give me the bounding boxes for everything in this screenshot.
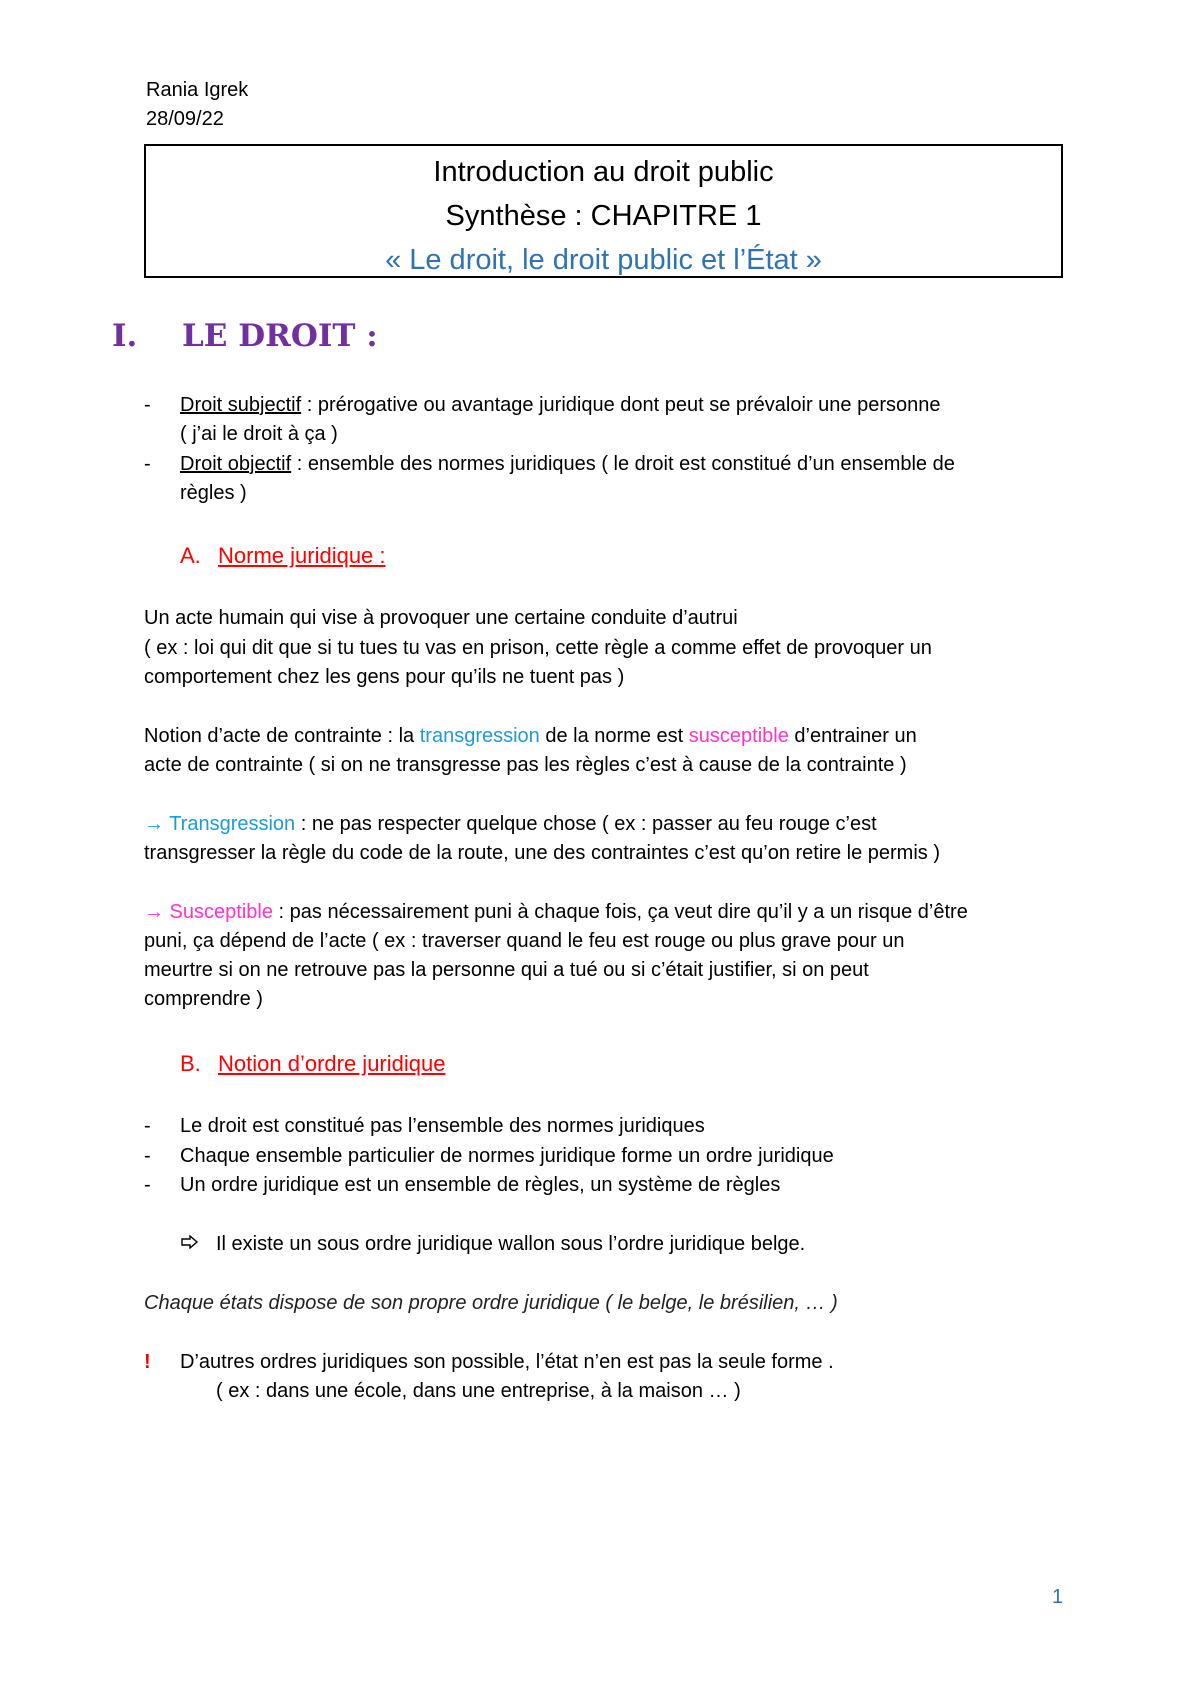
subsection-letter: A. (180, 543, 201, 568)
section-heading-le-droit (112, 318, 378, 354)
norme-line-3: comportement chez les gens pour qu’ils ne tuent pas ) (144, 666, 625, 688)
ordre-arrow-text: Il existe un sous ordre juridique wallon sous l’ordre juridique belge. (216, 1233, 806, 1255)
subsection-label: Notion d’ordre juridique (218, 1051, 446, 1076)
definition-objectif-text: : ensemble des normes juridiques ( le droit est constitué d’un ensemble de (291, 453, 955, 475)
bullet-dash: - (144, 1115, 151, 1137)
page-number: 1 (1052, 1586, 1064, 1608)
hollow-arrow-icon (181, 1233, 199, 1254)
susceptible-line-2: puni, ça dépend de l’acte ( ex : traverser quand le feu est rouge ou plus grave pour un (144, 930, 905, 952)
norme-line-1: Un acte humain qui vise à provoquer une certaine conduite d’autrui (144, 607, 738, 629)
keyword-transgression: transgression (419, 725, 540, 747)
susceptible-arrow-label: → Susceptible (144, 901, 273, 923)
title-box (144, 144, 1063, 278)
transgression-line-1 (144, 810, 877, 839)
transgression-text: : ne pas respecter quelque chose ( ex : passer au feu rouge c’est (295, 813, 877, 835)
definition-objectif (180, 450, 955, 479)
bullet-dash: - (144, 1174, 151, 1196)
norme-line-2: ( ex : loi qui dit que si tu tues tu vas en prison, cette règle a comme effet de provoquer un (144, 637, 932, 659)
transgression-line-2: transgresser la règle du code de la route, une des contraintes c’est qu’on retire le permis ) (144, 842, 940, 864)
definition-objectif-cont: règles ) (180, 482, 247, 504)
contrainte-text: Notion d’acte de contrainte : la (144, 725, 420, 747)
ordre-warning-text: D’autres ordres juridiques son possible, l’état n’en est pas la seule forme . (180, 1351, 834, 1373)
bullet-dash: - (144, 1145, 151, 1167)
ordre-warning-example: ( ex : dans une école, dans une entreprise, à la maison … ) (216, 1380, 741, 1402)
susceptible-line-4: comprendre ) (144, 988, 263, 1010)
susceptible-line-3: meurtre si on ne retrouve pas la personne qui a tué ou si c’était justifier, si on peut (144, 959, 869, 981)
transgression-arrow-label: → Transgression (144, 813, 296, 835)
subsection-heading-norme-juridique (180, 541, 386, 571)
definition-subjectif (180, 391, 940, 420)
subsection-heading-ordre-juridique (180, 1049, 445, 1079)
ordre-bullet-1: Le droit est constitué pas l’ensemble des normes juridiques (180, 1115, 705, 1137)
ordre-italic-note: Chaque états dispose de son propre ordre juridique ( le belge, le brésilien, … ) (144, 1292, 838, 1314)
author-block (146, 76, 248, 134)
susceptible-line-1 (144, 898, 968, 927)
warning-icon: ! (144, 1351, 151, 1373)
term-droit-objectif: Droit objectif (180, 453, 292, 475)
definition-subjectif-cont: ( j’ai le droit à ça ) (180, 423, 338, 445)
definition-subjectif-text: : prérogative ou avantage juridique dont peut se prévaloir une personne (301, 394, 941, 416)
contrainte-text: d’entrainer un (788, 725, 917, 747)
bullet-dash: - (144, 394, 151, 416)
term-droit-subjectif: Droit subjectif (180, 394, 302, 416)
ordre-bullet-2: Chaque ensemble particulier de normes juridique forme un ordre juridique (180, 1145, 834, 1167)
course-title: Introduction au droit public (433, 156, 774, 188)
author-name: Rania Igrek (146, 79, 249, 101)
chapter-subtitle: « Le droit, le droit public et l’État » (385, 244, 822, 276)
subsection-label: Norme juridique : (218, 543, 386, 568)
section-number: I. (112, 318, 138, 354)
keyword-susceptible: susceptible (688, 725, 789, 747)
contrainte-text: de la norme est (539, 725, 689, 747)
document-date: 28/09/22 (146, 108, 224, 130)
section-label: LE DROIT : (182, 318, 378, 354)
bullet-dash: - (144, 453, 151, 475)
contrainte-line-1 (144, 722, 917, 751)
contrainte-line-2: acte de contrainte ( si on ne transgresse pas les règles c’est à cause de la contrainte ) (144, 754, 907, 776)
ordre-bullet-3: Un ordre juridique est un ensemble de règles, un système de règles (180, 1174, 781, 1196)
chapter-title: Synthèse : CHAPITRE 1 (445, 200, 762, 232)
subsection-letter: B. (180, 1051, 201, 1076)
susceptible-text: : pas nécessairement puni à chaque fois, ça veut dire qu’il y a un risque d’être (272, 901, 968, 923)
